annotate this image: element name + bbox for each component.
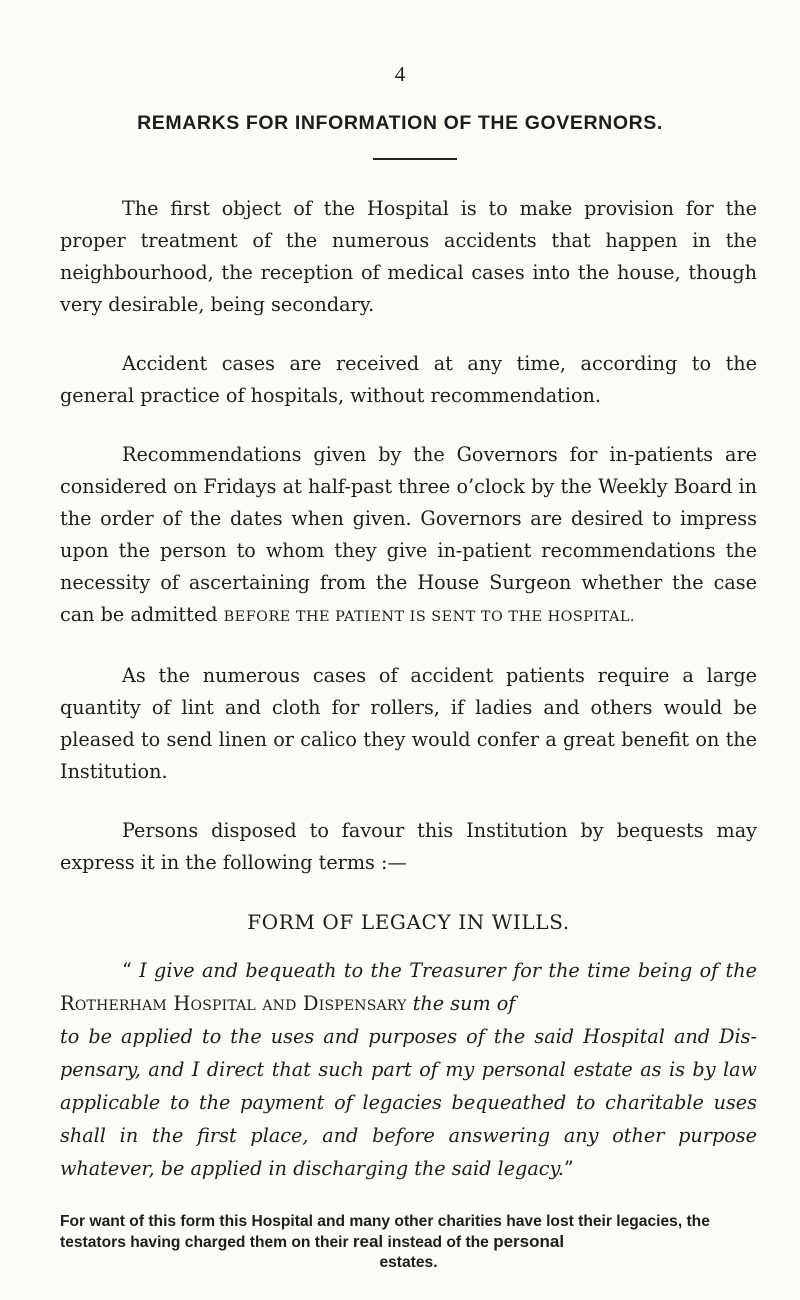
form-of-legacy-title: FORM OF LEGACY IN WILLS. <box>247 910 570 934</box>
legacy-text-part3: to be applied to the uses and purposes of the said Hospital and Dispensary, and I direct that such part of my personal estate as is by law applicable to the payment of legacies bequeathed to charitable uses shall in the first place, and before answering any other purpose whatever, be applied in discharging the said legacy. <box>60 1025 757 1180</box>
paragraph-recommendations <box>60 439 757 633</box>
paragraph-accident-cases: Accident cases are received at any time, according to the general practice of hospitals, without recommendation. <box>60 352 757 407</box>
recommendations-emphasis: BEFORE THE PATIENT IS SENT TO THE HOSPITAL. <box>223 609 635 625</box>
footnote-part3: estates. <box>379 1254 438 1271</box>
recommendations-text: Recommendations given by the Governors for in-patients are considered on Fridays at half-past three o’clock by the Weekly Board in the order of the dates when given. Governors are desired to impress upon the person to whom they give in-patient recommendations the necessity of ascertaining from the House Surgeon whether the case can be admitted <box>60 443 757 626</box>
footnote-part1: For want of this form this Hospital and many other charities have lost their legacies, the testators having charged them on their <box>60 1213 710 1251</box>
paragraph-bequests: Persons disposed to favour this Institution by bequests may express it in the following terms :— <box>60 819 757 874</box>
page-number: 4 <box>394 62 406 86</box>
legacy-open-quote: “ <box>122 959 132 982</box>
legacy-institution-name: Rotherham Hospital and Dispensary <box>60 992 407 1015</box>
heading-divider <box>373 158 457 160</box>
footnote-part2: instead of the <box>387 1234 489 1251</box>
legacy-text-part1: I give and bequeath to the Treasurer for the time being of the <box>139 959 757 982</box>
legacy-close-quote: ” <box>563 1157 574 1180</box>
footnote-real: real <box>352 1232 384 1251</box>
footnote <box>60 1212 757 1273</box>
paragraph-first-object: The first object of the Hospital is to make provision for the proper treatment of the numerous accidents that happen in the neighbourhood, the reception of medical cases into the house, though very desirable, being secondary. <box>60 197 757 316</box>
page-heading: REMARKS FOR INFORMATION OF THE GOVERNORS. <box>137 112 663 134</box>
paragraph-linen-request: As the numerous cases of accident patients require a large quantity of lint and cloth for rollers, if ladies and others would be pleased to send linen or calico they would confer a great benefit on the Institution. <box>60 664 757 783</box>
legacy-text-part2: the sum of <box>412 992 516 1015</box>
legacy-form-text <box>60 954 757 1185</box>
document-body <box>60 193 757 1300</box>
footnote-personal: personal <box>493 1232 565 1251</box>
